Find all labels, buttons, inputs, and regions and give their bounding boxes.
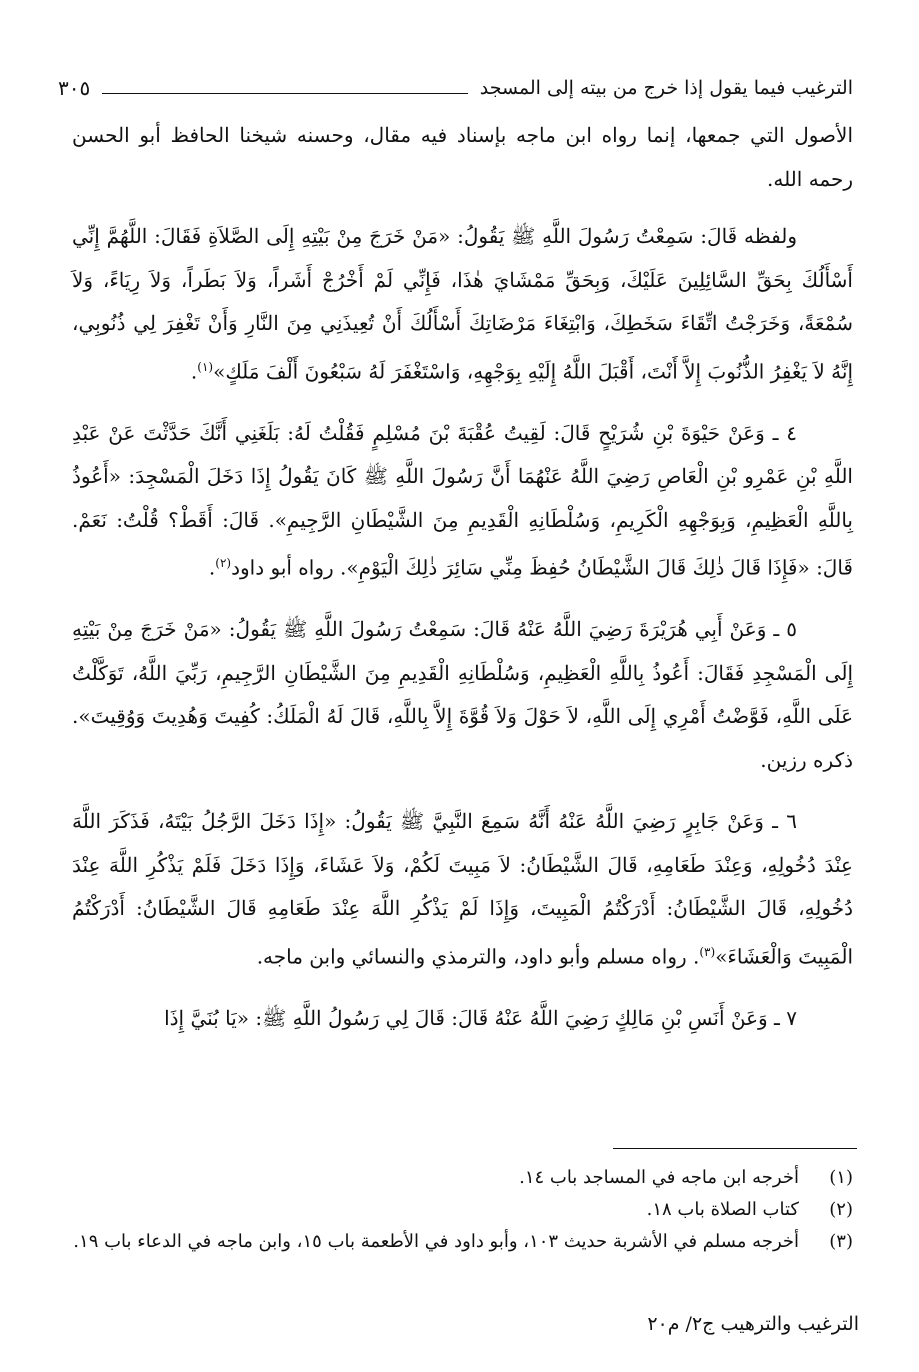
footnote-ref-3[interactable]: (٣) [699, 944, 716, 959]
hadith-5: ٥ ـ وَعَنْ أَبِي هُرَيْرَةَ رَضِيَ اللَّهُ عَنْهُ قَالَ: سَمِعْتُ رَسُولَ اللَّهِ ﷺ يَقُولُ: «مَنْ خَرَجَ مِنْ بَيْتِهِ إِلَى الْمَسْجِدِ فَقَالَ: أَعُوذُ بِاللَّهِ الْعَظِيمِ، وَسُلْطَانِهِ الْقَدِيمِ مِنَ الشَّيْطَانِ الرَّجِيمِ، رَبِّيَ اللَّهُ، تَوَكَّلْتُ عَلَى اللَّهِ، فَوَّضْتُ أَمْرِي إِلَى اللَّهِ، لاَ حَوْلَ وَلاَ قُوَّةَ إِلاَّ بِاللَّهِ، قَالَ لَهُ الْمَلَكُ: كُفِيتَ وَهُدِيتَ وَوُقِيتَ». ذكره رزين. [72, 617, 853, 772]
page-number: ٣٠٥ [58, 76, 91, 100]
hadith-7: ٧ ـ وَعَنْ أَنَسِ بْنِ مَالِكٍ رَضِيَ اللَّهُ عَنْهُ قَالَ: قَالَ لِي رَسُولُ اللَّهِ ﷺ: «يَا بُنَيَّ إِذَا [164, 1005, 797, 1030]
hadith-wording-paragraph [72, 215, 853, 394]
header-rule [102, 93, 467, 94]
hadith-4-text: ٤ ـ وَعَنْ حَيْوَةَ بْنِ شُرَيْحٍ قَالَ: لَقِيتُ عُقْبَةَ بْنَ مُسْلِمٍ فَقُلْتُ لَهُ: بَلَغَنِي أَنَّكَ حَدَّثْتَ عَنْ عَبْدِ اللَّهِ بْنِ عَمْرِو بْنِ الْعَاصِ رَضِيَ اللَّهُ عَنْهُمَا أَنَّ رَسُولَ اللَّهِ ﷺ كَانَ يَقُولُ إِذَا دَخَلَ الْمَسْجِدَ: «أَعُوذُ بِاللَّهِ الْعَظِيمِ، وَبِوَجْهِهِ الْكَرِيمِ، وَسُلْطَانِهِ الْقَدِيمِ مِنَ الشَّيْطَانِ الرَّجِيمِ». قَالَ: أَقَطْ؟ قُلْتُ: نَعَمْ. قَالَ: «فَإِذَا قَالَ ذٰلِكَ قَالَ الشَّيْطَانُ حُفِظَ مِنِّي سَائِرَ ذٰلِكَ الْيَوْمِ». رواه أبو داود [72, 420, 853, 580]
footnote-ref-2[interactable]: (٢) [215, 556, 232, 571]
footnote-number: (١) [829, 1167, 853, 1188]
hadith-6-end: . رواه مسلم وأبو داود، والترمذي والنسائي وابن ماجه. [256, 944, 700, 969]
signature-footer: الترغيب والترهيب ج٢/ م٢٠ [647, 1313, 859, 1335]
footnotes-divider [613, 1148, 857, 1149]
hadith-4 [72, 412, 853, 591]
hadith-6-text: ٦ ـ وَعَنْ جَابِرٍ رَضِيَ اللَّهُ عَنْهُ أَنَّهُ سَمِعَ النَّبِيَّ ﷺ يَقُولُ: «إِذَا دَخَلَ الرَّجُلُ بَيْتَهُ، فَذَكَرَ اللَّهَ عِنْدَ دُخُولِهِ، وَعِنْدَ طَعَامِهِ، قَالَ الشَّيْطَانُ: لاَ مَبِيتَ لَكُمْ، وَلاَ عَشَاءَ، وَإِذَا دَخَلَ فَلَمْ يَذْكُرِ اللَّهَ عِنْدَ دُخُولِهِ، قَالَ الشَّيْطَانُ: أَدْرَكْتُمُ الْمَبِيتَ، وَإِذَا لَمْ يَذْكُرِ اللَّهَ عِنْدَ طَعَامِهِ قَالَ الشَّيْطَانُ: أَدْرَكْتُمُ الْمَبِيتَ وَالْعَشَاءَ» [72, 809, 853, 969]
footnote-text: أخرجه مسلم في الأشربة حديث ١٠٣، وأبو داود في الأطعمة باب ١٥، وابن ماجه في الدعاء باب ١٩. [73, 1231, 799, 1252]
intro-paragraph: الأصول التي جمعها، إنما رواه ابن ماجه بإسناد فيه مقال، وحسنه شيخنا الحافظ أبو الحسن رحمه الله. [72, 123, 853, 191]
hadith-wording-end: . [190, 359, 198, 384]
footnote-text: أخرجه ابن ماجه في المساجد باب ١٤. [519, 1167, 799, 1188]
header-title: الترغيب فيما يقول إذا خرج من بيته إلى المسجد [479, 77, 853, 99]
footnote-number: (٣) [829, 1231, 853, 1252]
footnotes [70, 1162, 853, 1258]
hadith-wording-text: ولفظه قَالَ: سَمِعْتُ رَسُولَ اللَّهِ ﷺ يَقُولُ: «مَنْ خَرَجَ مِنْ بَيْتِهِ إِلَى الصَّلاَةِ فَقَالَ: اللَّهُمَّ إِنِّي أَسْأَلُكَ بِحَقِّ السَّائِلِينَ عَلَيْكَ، وَبِحَقِّ مَمْشَايَ هٰذَا، فَإِنِّي لَمْ أَخْرُجْ أَشَراً، وَلاَ بَطَراً، وَلاَ رِيَاءً، وَلاَ سُمْعَةً، وَخَرَجْتُ اتِّقَاءَ سَخَطِكَ، وَابْتِغَاءَ مَرْضَاتِكَ أَسْأَلُكَ أَنْ تُعِيذَنِي مِنَ النَّارِ وَأَنْ تَغْفِرَ لِي ذُنُوبِي، إِنَّهُ لاَ يَغْفِرُ الذُّنُوبَ إِلاَّ أَنْتَ، أَقْبَلَ اللَّهُ إِلَيْهِ بِوَجْهِهِ، وَاسْتَغْفَرَ لَهُ سَبْعُونَ أَلْفَ مَلَكٍ» [72, 224, 854, 384]
footnote-number: (٢) [829, 1199, 853, 1220]
footnote-text: كتاب الصلاة باب ١٨. [646, 1199, 799, 1220]
footnote-item [70, 1226, 853, 1258]
footnote-ref-1[interactable]: (١) [197, 359, 214, 374]
hadith-4-end: . [208, 555, 216, 580]
hadith-6 [72, 800, 853, 979]
main-text [72, 114, 853, 1040]
footnote-item [70, 1194, 853, 1226]
running-header [58, 72, 853, 104]
footnote-item [70, 1162, 853, 1194]
